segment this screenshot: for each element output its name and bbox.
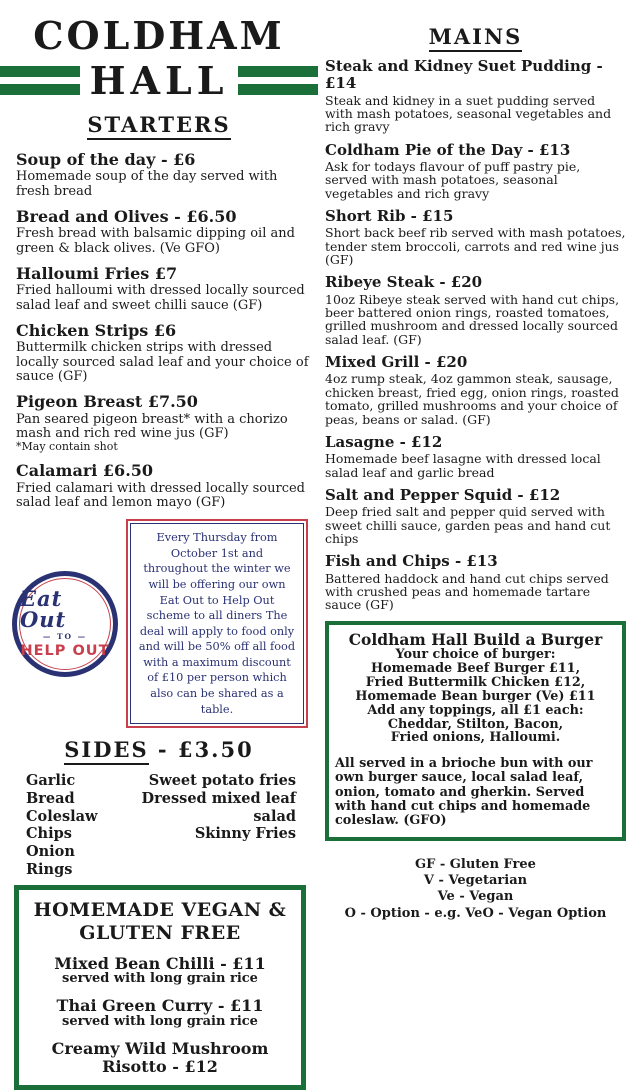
menu-item-name: Ribeye Steak - £20 [325,273,483,292]
menu-item-name: Chicken Strips £6 [16,320,177,340]
badge-help-out-text: HELP OUT [20,643,110,660]
menu-item-desc: 10oz Ribeye steak served with hand cut chips, beer battered onion rings, roasted tomatoes, grilled mushroom and dressed locally sourced salad leaf. (GF) [325,291,620,347]
menu-item-desc: Steak and kidney in a suet pudding served with mash potatoes, seasonal vegetables and rich gravy [325,92,612,135]
legend-line: Ve - Vegan [437,889,514,905]
legend-line: V - Vegetarian [423,873,528,889]
green-bar [0,66,80,77]
menu-item-desc: Ask for todays flavour of puff pastry pie, served with mash potatoes, seasonal vegetables and rich gravy [325,158,581,201]
menu-item-desc: Pan seared pigeon breast* with a chorizo mash and rich red wine jus (GF) [16,411,288,441]
menu-item [325,487,626,545]
menu-item [16,322,310,384]
side-item: Coleslaw [26,807,98,825]
mains-heading: MAINS [325,24,626,52]
menu-item-desc: Fried halloumi with dressed locally sourced salad leaf and sweet chilli sauce (GF) [16,283,305,313]
menu-item-desc: served with long grain rice [62,971,258,987]
vegan-gluten-free-box [14,885,306,1090]
menu-item-desc: Battered haddock and hand cut chips served with crushed peas and homemade tartare sauce (GF) [325,570,609,613]
menu-item-name: Creamy Wild Mushroom Risotto - £12 [51,1038,269,1076]
side-item: Sweet potato fries [148,772,296,790]
starters-list [0,151,318,510]
badge-to-text: — TO — [42,632,88,642]
menu-item-desc: 4oz rump steak, 4oz gammon steak, sausage, chicken breast, fried egg, onion rings, roasted tomato, grilled mushrooms and your choice of peas, beans or salad. (GF) [325,371,619,427]
side-item: Skinny Fries [194,825,296,843]
menu-item-name: Bread and Olives - £6.50 [16,206,237,226]
menu-item-name: Salt and Pepper Squid - £12 [325,485,561,504]
burger-option-line: Add any toppings, all £1 each: [367,702,584,718]
starters-heading: STARTERS [0,112,318,140]
side-item: Garlic Bread [26,772,76,807]
menu-item-desc: Deep fried salt and pepper quid served with sweet chilli sauce, garden peas and hand cut chips [325,504,611,546]
menu-item-footnote: *May contain shot [16,440,118,454]
menu-item-name: Soup of the day - £6 [16,149,196,169]
menu-item-name: Calamari £6.50 [16,461,154,481]
menu-item [25,1040,295,1075]
menu-item-desc: Homemade beef lasagne with dressed local salad leaf and garlic bread [325,451,601,480]
menu-item [25,997,295,1030]
dietary-legend [325,857,626,922]
burger-box-footer: All served in a brioche bun with our own burger sauce, local salad leaf, onion, tomato and gherkin. Served with hand cut chips and homemade coleslaw. (GFO) [335,756,593,829]
promo-row [0,519,318,728]
green-bars-left [0,66,80,95]
burger-option-line: Fried Buttermilk Chicken £12, [365,675,586,691]
mains-list [325,58,626,612]
promo-note-text: Every Thursday from October 1st and throughout the winter we will be offering our own Eat Out to Help Out scheme to all diners The deal will apply to food only and will be 50% off all food with a maximum discount of £10 per person which also can be shared as a table. [130,523,304,724]
menu-item [325,274,626,346]
burger-option-line: Homemade Beef Burger £11, [370,661,581,677]
menu-item [325,354,626,426]
menu-item-name: Short Rib - £15 [325,207,454,225]
menu-item [16,208,310,256]
sides-price: - £3.50 [148,737,254,763]
menu-item-name: Thai Green Curry - £11 [56,996,264,1016]
menu-item [325,434,626,479]
green-bar [238,66,318,77]
burger-option-line: Fried onions, Halloumi. [390,730,561,746]
menu-item [16,393,310,453]
side-item: Chips [26,825,72,843]
burger-option-line: Your choice of burger: [395,647,556,663]
sides-lists [0,772,318,878]
eat-out-to-help-out-badge [12,571,118,677]
side-item: Dressed mixed leaf salad [141,789,296,825]
badge-eat-out-text: Eat Out [20,586,67,633]
sides-list-left [26,772,117,878]
badge-inner-ring [19,578,111,670]
burger-box-options [335,648,616,745]
menu-item [325,208,626,266]
menu-item-name: Mixed Grill - £20 [325,353,468,372]
green-bars-right [238,66,318,95]
green-bar [0,84,80,95]
brand-title-line1: COLDHAM [33,13,285,58]
menu-item-desc: Buttermilk chicken strips with dressed locally sourced salad leaf and your choice of sauce (GF) [16,340,309,384]
sides-heading: SIDES - £3.50 [0,737,318,765]
burger-box-title: Coldham Hall Build a Burger [348,629,603,649]
menu-item [325,553,626,611]
right-column [318,0,636,922]
menu-item-name: Pigeon Breast £7.50 [16,392,198,412]
green-bar [238,84,318,95]
menu-item-name: Steak and Kidney Suet Pudding - £14 [325,57,603,93]
menu-item [25,955,295,988]
burger-option-line: Cheddar, Stilton, Bacon, [387,716,564,732]
menu-item [16,265,310,313]
menu-item [16,462,310,510]
burger-option-line: Homemade Bean burger (Ve) £11 [355,688,596,704]
menu-item [16,151,310,199]
menu-item-desc: Homemade soup of the day served with fresh bread [16,169,278,199]
menu-item-desc: Fried calamari with dressed locally sourced salad leaf and lemon mayo (GF) [16,480,305,510]
menu-item-name: Halloumi Fries £7 [16,263,178,283]
menu-item-name: Mixed Bean Chilli - £11 [54,953,266,973]
build-a-burger-box [325,621,626,841]
menu-item-desc: Short back beef rib served with mash potatoes, tender stem broccoli, carrots and red wine jus (GF) [325,225,626,267]
sides-list-right [117,772,296,878]
promo-note-box [126,519,308,728]
legend-line: GF - Gluten Free [415,856,536,872]
menu-item-desc: served with long grain rice [62,1013,258,1029]
brand-title-line2: HALL [89,57,229,103]
menu-item [325,58,626,134]
menu-item [325,142,626,200]
menu-item-name: Coldham Pie of the Day - £13 [325,140,571,159]
menu-item-desc: Fresh bread with balsamic dipping oil and green & black olives. (Ve GFO) [16,226,295,256]
menu-item-name: Fish and Chips - £13 [325,552,498,571]
legend-line: O - Option - e.g. VeO - Vegan Option [344,905,607,921]
menu-item-name: Lasagne - £12 [325,432,443,451]
vegan-box-title: HOMEMADE VEGAN & GLUTEN FREE [33,899,287,945]
brand-title-row [0,59,318,103]
side-item: Onion Rings [26,842,75,878]
